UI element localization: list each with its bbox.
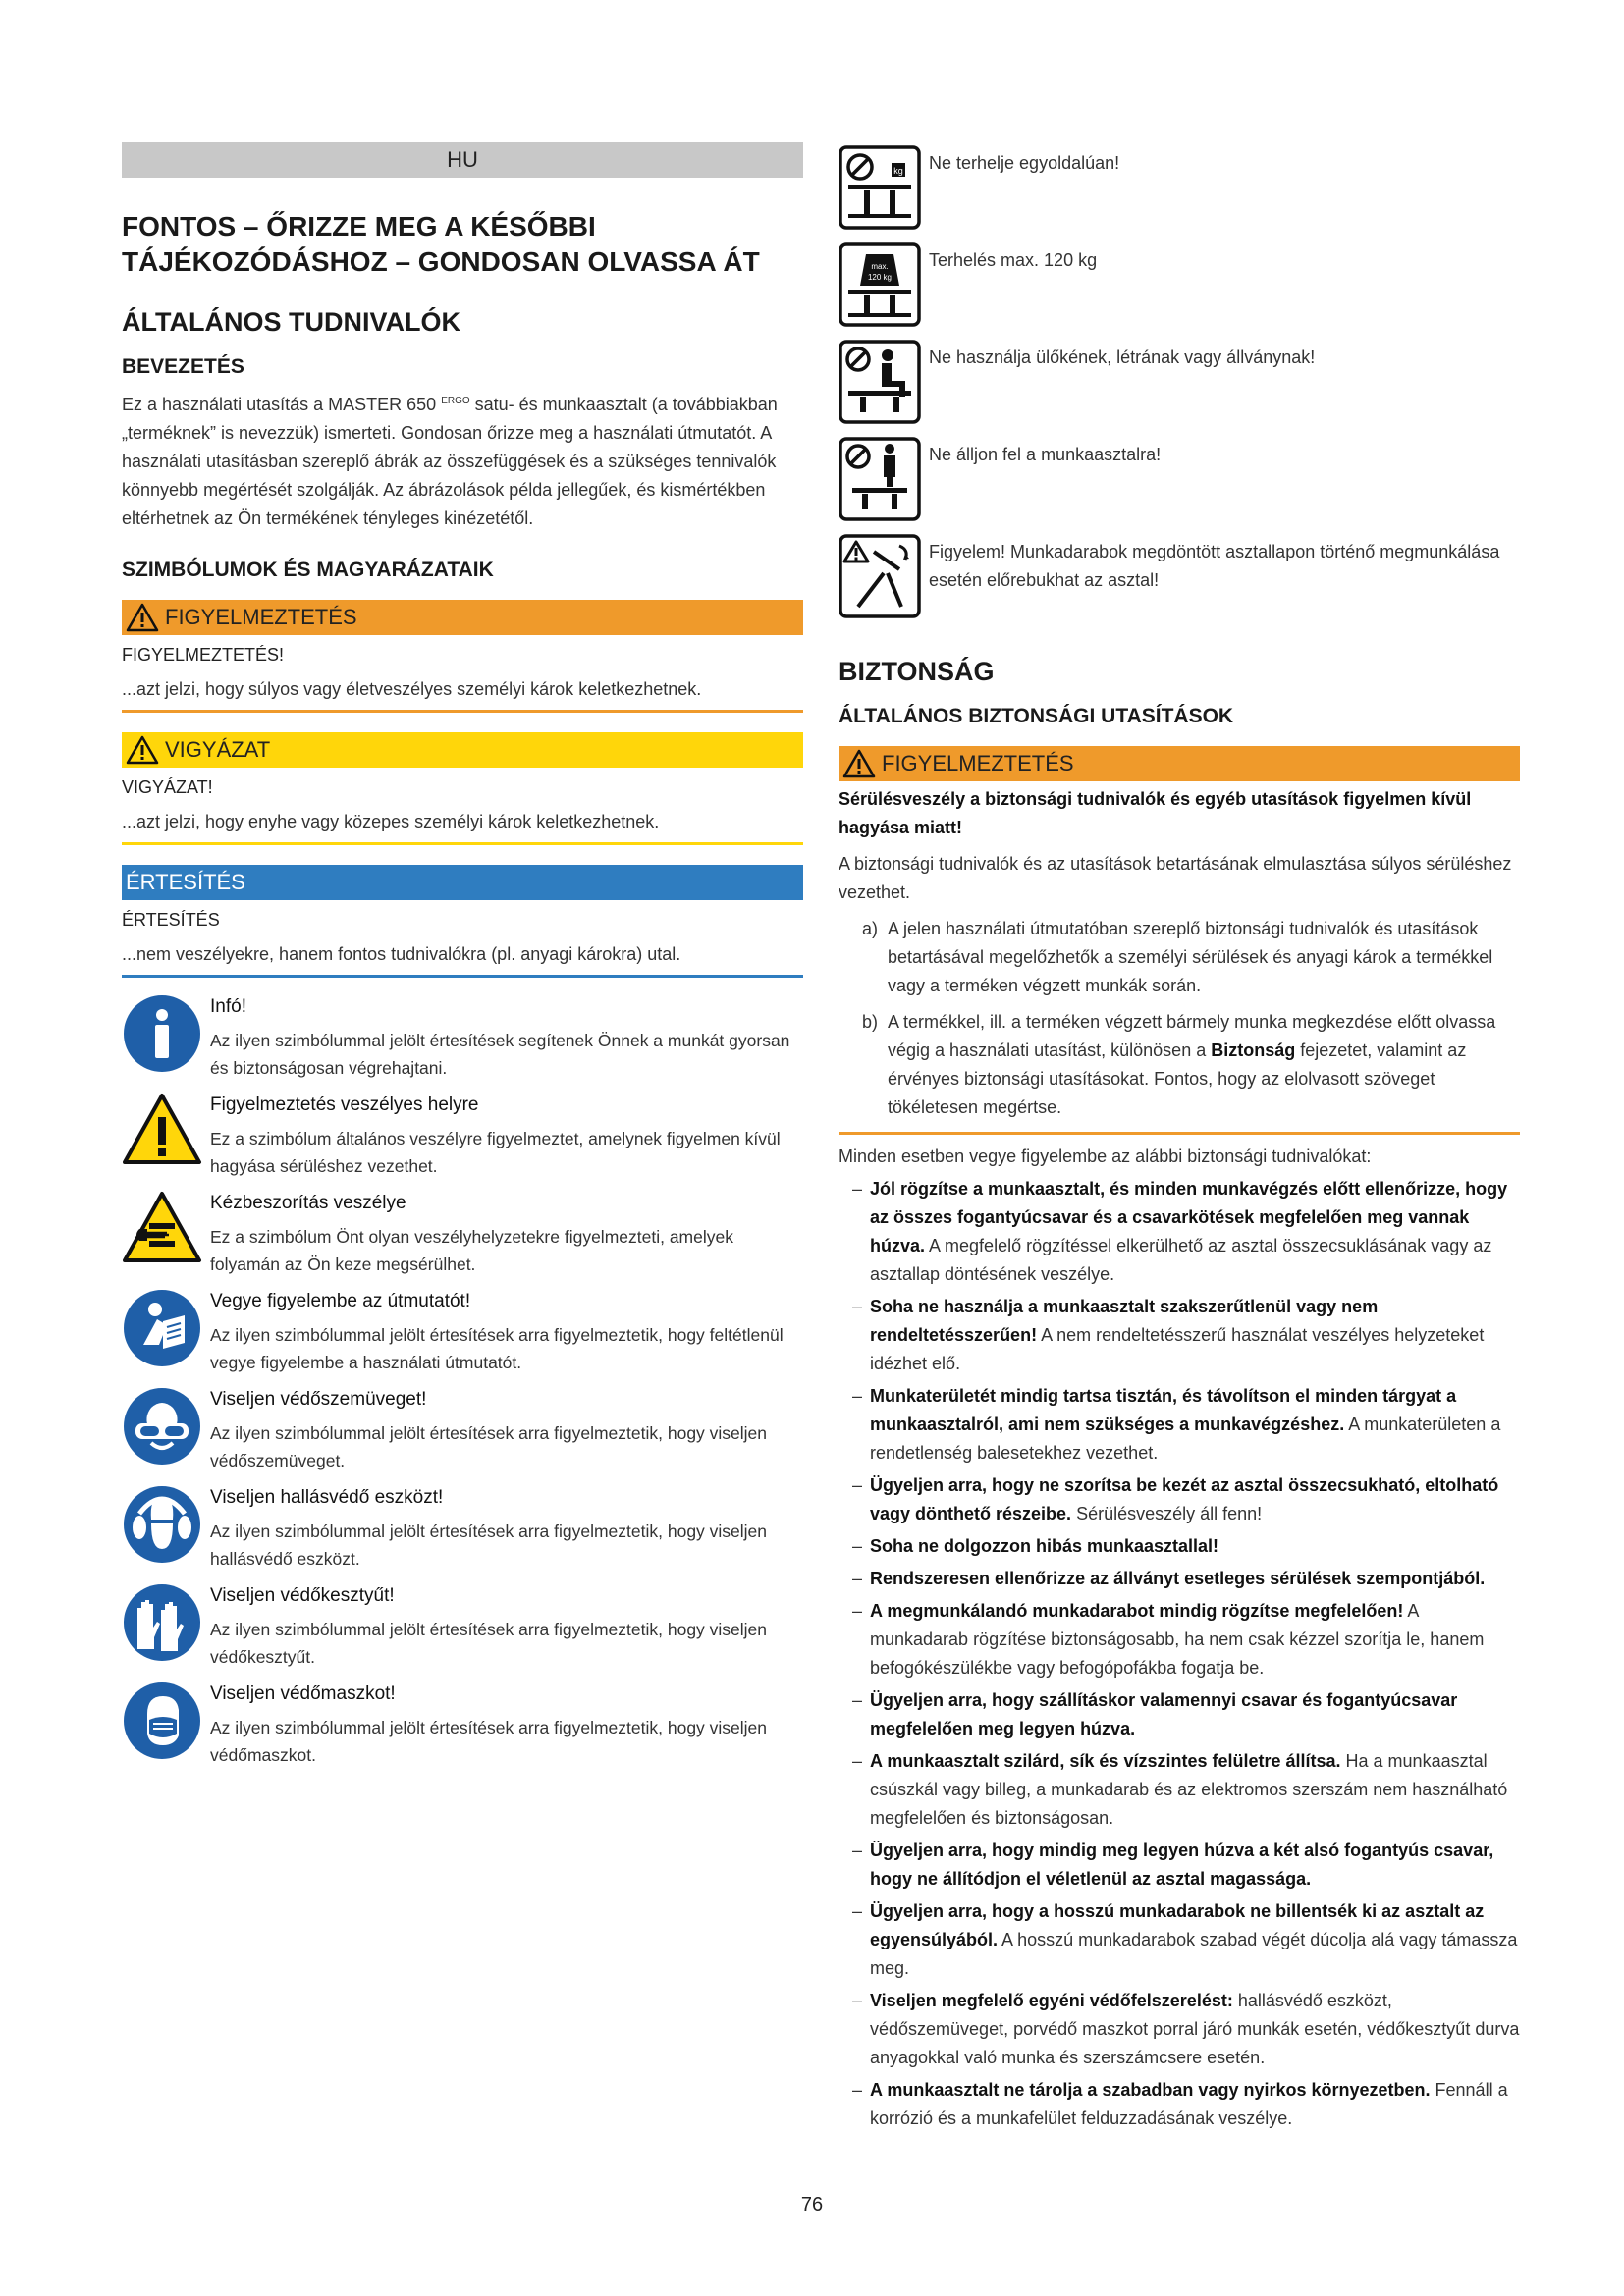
warning-label: FIGYELMEZTETÉS!	[122, 645, 285, 665]
safety-item-bold: A megmunkálandó munkadarabot mindig rögzítse megfelelően!	[870, 1601, 1404, 1621]
ear-protection-icon	[122, 1484, 202, 1565]
safety-list-item	[839, 1747, 1520, 1833]
warning-triangle-icon	[842, 749, 876, 778]
symbol-item	[122, 1386, 803, 1474]
safety-list-item	[839, 1532, 1520, 1561]
safety-warning-text: A biztonsági tudnivalók és az utasítások betartásának elmulasztása súlyos sérüléshez vezethet.	[839, 854, 1512, 902]
warning-triangle-icon	[126, 603, 159, 632]
caution-bar	[122, 732, 803, 768]
mask-icon	[122, 1681, 202, 1761]
safety-item-bold: Rendszeresen ellenőrizze az állványt esetleges sérülések szempontjából.	[870, 1569, 1486, 1588]
caution-triangle-icon	[126, 735, 159, 765]
point-text: A jelen használati útmutatóban szereplő biztonsági tudnivalók és utasítások betartásával megelőzhetők a személyi sérülések és anyagi károk a termékkel vagy a terméken végzett munkák során.	[888, 919, 1493, 995]
symbol-title: Viseljen védőmaszkot!	[210, 1683, 396, 1704]
safety-list	[839, 1175, 1520, 2133]
pictogram-text: Terhelés max. 120 kg	[929, 250, 1098, 270]
safety-item-bold: Ügyeljen arra, hogy ne szorítsa be kezét az asztal összecsukható, eltolható vagy dönthető részeibe.	[870, 1475, 1499, 1523]
symbol-text: Ez a szimbólum általános veszélyre figyelmeztet, amelynek figyelmen kívül hagyása sérüléshez vezethet.	[210, 1129, 781, 1176]
symbol-item	[122, 1582, 803, 1671]
safety-item-bold: Soha ne dolgozzon hibás munkaasztallal!	[870, 1536, 1219, 1556]
pictogram-item	[839, 242, 1520, 332]
caution-text: ...azt jelzi, hogy enyhe vagy közepes személyi károk keletkezhetnek.	[122, 812, 660, 831]
intro-paragraph	[122, 387, 803, 533]
safety-item-bold: Ügyeljen arra, hogy a hosszú munkadarabok ne billentsék ki az asztalt az egyensúlyából.	[870, 1901, 1485, 1949]
caution-bar-label: VIGYÁZAT	[165, 737, 271, 762]
goggles-icon	[122, 1386, 202, 1467]
caution-label: VIGYÁZAT!	[122, 777, 213, 797]
safety-item-text: A megfelelő rögzítéssel elkerülhető az asztal összecsuklásának vagy az asztallap döntésének veszélye.	[870, 1236, 1492, 1284]
point-bold: Biztonság	[1211, 1041, 1296, 1060]
point-key: a)	[862, 919, 879, 938]
language-bar: HU	[122, 142, 803, 178]
notice-bar-label: ÉRTESÍTÉS	[126, 870, 245, 894]
safety-item-text: Ha a munkaasztal csúszkál vagy billeg, a munkadarab és az elektromos szerszám nem használható megfelelően és biztonságosan.	[870, 1751, 1508, 1828]
left-column	[122, 142, 803, 1769]
signal-notice-block	[122, 865, 803, 978]
max-kg-label: 120 kg	[867, 273, 893, 282]
signal-warning-block	[122, 600, 803, 713]
safety-item-bold: Ügyeljen arra, hogy mindig meg legyen húzva a két alsó fogantyús csavar, hogy ne állítódjon el véletlenül az asztal magassága.	[870, 1841, 1494, 1889]
intro-text-a: Ez a használati utasítás a MASTER 650	[122, 395, 437, 414]
symbol-item	[122, 1190, 803, 1278]
page-title: FONTOS – ŐRIZZE MEG A KÉSŐBBI TÁJÉKOZÓDÁSHOZ – GONDOSAN OLVASSA ÁT	[122, 211, 760, 277]
safety-list-item	[839, 1293, 1520, 1378]
safety-item-text: Fennáll a korrózió és a munkafelület felduzzadásának veszélye.	[870, 2080, 1508, 2128]
safety-list-item	[839, 1897, 1520, 1983]
symbol-item	[122, 993, 803, 1082]
symbol-text: Ez a szimbólum Önt olyan veszélyhelyzetekre figyelmezteti, amelyek folyamán az Ön keze megsérülhet.	[210, 1227, 733, 1274]
notice-label: ÉRTESÍTÉS	[122, 910, 220, 930]
max-label: max.	[871, 262, 889, 271]
safety-list-item	[839, 2076, 1520, 2133]
ergo-superscript: ERGO	[441, 396, 470, 406]
pictogram-item	[839, 145, 1520, 235]
right-column	[839, 145, 1520, 2137]
pictogram-item	[839, 340, 1520, 429]
intro-text-b: satu- és munkaasztalt (a továbbiakban „terméknek” is nevezzük) ismerteti. Gondosan őrizze meg a használati útmutatót. A használati utasításban szereplő ábrák az összefüggések és a szükséges tennivalók könnyebb megértését szolgálják. Az ábrázolások példa jellegűek, és kismértékben eltérhetnek az Ön termékének tényleges kinézetétől.	[122, 395, 778, 528]
symbol-title: Viseljen védőszemüveget!	[210, 1389, 427, 1410]
symbol-text: Az ilyen szimbólummal jelölt értesítések arra figyelmeztetik, hogy feltétlenül vegye figyelembe a használati útmutatót.	[210, 1325, 784, 1372]
notice-text: ...nem veszélyekre, hanem fontos tudnivalókra (pl. anyagi károkra) utal.	[122, 944, 681, 964]
safety-list-item	[839, 1175, 1520, 1289]
no-one-sided-load-icon	[839, 145, 921, 230]
point-text-cont: fejezetet, valamint az érvényes biztonsági utasításokat. Fontos, hogy az elolvasott szöveget tökéletesen megértse.	[888, 1041, 1467, 1117]
safety-list-item	[839, 1987, 1520, 2072]
safety-list-item	[839, 1471, 1520, 1528]
symbol-title: Figyelmeztetés veszélyes helyre	[210, 1095, 479, 1115]
safety-list-item	[839, 1597, 1520, 1682]
notice-bar	[122, 865, 803, 900]
safety-list-item	[839, 1565, 1520, 1593]
symbol-title: Viseljen védőkesztyűt!	[210, 1585, 395, 1606]
kg-label: kg	[893, 166, 903, 176]
pictogram-item	[839, 437, 1520, 526]
symbol-item	[122, 1484, 803, 1573]
intro-heading: BEVEZETÉS	[122, 355, 244, 378]
safety-item-bold: A munkaasztalt ne tárolja a szabadban vagy nyirkos környezetben.	[870, 2080, 1431, 2100]
pictogram-item	[839, 534, 1520, 623]
symbol-text: Az ilyen szimbólummal jelölt értesítések arra figyelmeztetik, hogy viseljen védőmaszkot.	[210, 1718, 768, 1765]
gloves-icon	[122, 1582, 202, 1663]
safety-list-item	[839, 1382, 1520, 1468]
point-text: A termékkel, ill. a terméken végzett bármely munka megkezdése előtt olvassa végig a használati utasítást, különösen a	[888, 1012, 1496, 1060]
info-icon	[122, 993, 202, 1074]
safety-item-bold: Soha ne használja a munkaasztalt szakszerűtlenül vagy nem rendeltetésszerűen!	[870, 1297, 1379, 1345]
no-standing-icon	[839, 437, 921, 521]
tipping-icon	[839, 534, 921, 618]
symbol-title: Viseljen hallásvédő eszközt!	[210, 1487, 444, 1508]
safety-item-bold: Ügyeljen arra, hogy szállításkor valamennyi csavar és fogantyúcsavar megfelelően meg legyen húzva.	[870, 1690, 1458, 1738]
page-number: 76	[800, 2194, 824, 2216]
symbol-title: Kézbeszorítás veszélye	[210, 1193, 406, 1213]
safety-intro: Minden esetben vegye figyelembe az alábbi biztonsági tudnivalókat:	[839, 1147, 1372, 1166]
safety-heading: BIZTONSÁG	[839, 657, 995, 686]
max-load-icon	[839, 242, 921, 327]
warning-triangle-icon	[122, 1092, 202, 1166]
hand-crush-icon	[122, 1190, 202, 1264]
safety-warning-bar	[839, 746, 1520, 781]
pictogram-text: Figyelem! Munkadarabok megdöntött asztallapon történő megmunkálása esetén előrebukhat az asztal!	[929, 542, 1500, 590]
warning-bar-label: FIGYELMEZTETÉS	[165, 605, 357, 629]
pictogram-text: Ne álljon fel a munkaasztalra!	[929, 445, 1162, 464]
safety-item-text: hallásvédő eszközt, védőszemüveget, porvédő maszkot porral járó munkák esetén, védőkesztyűt durva anyagokkal való munka és szerszámcsere esetén.	[870, 1991, 1520, 2067]
symbol-title: Infó!	[210, 996, 246, 1017]
safety-item-text: A hosszú munkadarabok szabad végét dúcolja alá vagy támassza meg.	[870, 1930, 1518, 1978]
safety-warning-block	[839, 746, 1520, 1135]
section-general-heading: ÁLTALÁNOS TUDNIVALÓK	[122, 307, 460, 337]
safety-warning-bold: Sérülésveszély a biztonsági tudnivalók és egyéb utasítások figyelmen kívül hagyása miatt!	[839, 789, 1472, 837]
safety-list-item	[839, 1837, 1520, 1894]
read-manual-icon	[122, 1288, 202, 1368]
pictogram-text: Ne használja ülőkének, létrának vagy állványnak!	[929, 347, 1316, 367]
safety-item-bold: Jól rögzítse a munkaasztalt, és minden munkavégzés előtt ellenőrizze, hogy az összes fogantyúcsavar és a csavarkötések megfelelően meg vannak húzva.	[870, 1179, 1508, 1255]
pictogram-text: Ne terhelje egyoldalúan!	[929, 153, 1120, 173]
safety-item-bold: A munkaasztalt szilárd, sík és vízszintes felületre állítsa.	[870, 1751, 1341, 1771]
safety-point-a	[839, 915, 1520, 1000]
symbol-list	[122, 993, 803, 1769]
safety-item-text: A munkaterületen a rendetlenség balesetekhez vezethet.	[870, 1415, 1501, 1463]
symbol-title: Vegye figyelembe az útmutatót!	[210, 1291, 471, 1311]
symbols-heading: SZIMBÓLUMOK ÉS MAGYARÁZATAIK	[122, 559, 494, 581]
symbol-item	[122, 1288, 803, 1376]
safety-item-bold: Viseljen megfelelő egyéni védőfelszerelést:	[870, 1991, 1233, 2010]
symbol-item	[122, 1681, 803, 1769]
symbol-text: Az ilyen szimbólummal jelölt értesítések arra figyelmeztetik, hogy viseljen védőkesztyűt.	[210, 1620, 768, 1667]
symbol-text: Az ilyen szimbólummal jelölt értesítések arra figyelmeztetik, hogy viseljen védőszemüveget.	[210, 1423, 768, 1470]
safety-point-b	[839, 1008, 1520, 1122]
safety-item-text: A nem rendeltetésszerű használat veszélyes helyzeteket idézhet elő.	[870, 1325, 1485, 1373]
no-sitting-icon	[839, 340, 921, 424]
warning-text: ...azt jelzi, hogy súlyos vagy életveszélyes személyi károk keletkezhetnek.	[122, 679, 702, 699]
symbol-text: Az ilyen szimbólummal jelölt értesítések segítenek Önnek a munkát gyorsan és biztonságosan végrehajtani.	[210, 1031, 790, 1078]
safety-list-item	[839, 1686, 1520, 1743]
safety-item-text: A munkadarab rögzítése biztonságosabb, ha nem csak kézzel szorítja le, hanem befogókészülékbe vagy befogópofákba fogatja be.	[870, 1601, 1485, 1678]
safety-subheading: ÁLTALÁNOS BIZTONSÁGI UTASÍTÁSOK	[839, 705, 1234, 727]
signal-caution-block	[122, 732, 803, 845]
safety-warning-bar-label: FIGYELMEZTETÉS	[882, 751, 1074, 775]
point-key: b)	[862, 1012, 879, 1032]
safety-item-bold: Munkaterületét mindig tartsa tisztán, és távolítson el minden tárgyat a munkaasztalról, ami nem szükséges a munkavégzéshez.	[870, 1386, 1457, 1434]
symbol-text: Az ilyen szimbólummal jelölt értesítések arra figyelmeztetik, hogy viseljen hallásvédő eszközt.	[210, 1522, 768, 1569]
symbol-item	[122, 1092, 803, 1180]
warning-bar	[122, 600, 803, 635]
safety-item-text: Sérülésveszély áll fenn!	[1071, 1504, 1263, 1523]
